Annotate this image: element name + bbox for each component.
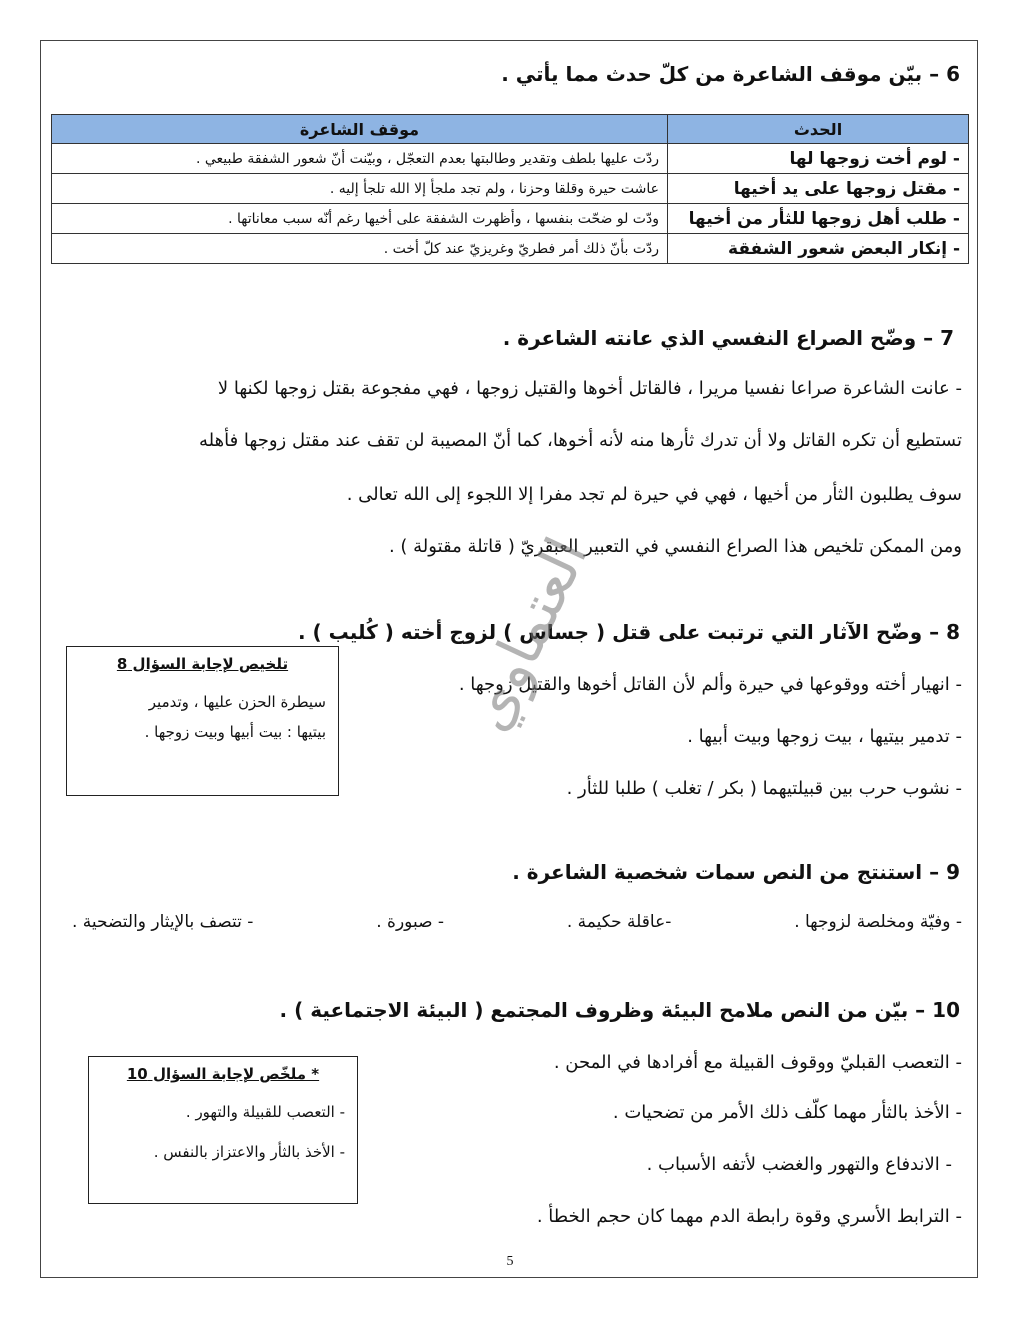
- table-row: [52, 144, 969, 174]
- q8-summary-line: بيتيها : بيت أبيها وبيت زوجها .: [144, 723, 326, 741]
- q10-line: - الترابط الأسري وقوة رابطة الدم مهما كان حجم الخطأ .: [536, 1206, 962, 1227]
- events-table: [51, 114, 969, 264]
- q7-line: - عانت الشاعرة صراعا نفسيا مريرا ، فالقاتل أخوها والقتيل زوجها ، فهي مفجوعة بقتل زوجها لكنها لا: [217, 378, 962, 399]
- table-row: [52, 234, 969, 264]
- header-stance: موقف الشاعرة: [52, 115, 668, 144]
- q9-traits: [72, 912, 962, 932]
- q8-heading: 8 – وضّح الآثار التي ترتبت على قتل ( جساس ) لزوج أخته ( كُليب ) .: [297, 620, 960, 644]
- trait-item: - صبورة .: [376, 912, 445, 932]
- trait-item: - وفيّة ومخلصة لزوجها .: [794, 912, 962, 932]
- stance-cell: عاشت حيرة وقلقا وحزنا ، ولم تجد ملجأ إلا الله تلجأ إليه .: [52, 174, 668, 204]
- q7-line: ومن الممكن تلخيص هذا الصراع النفسي في التعبير العبقريّ ( قاتلة مقتولة ) .: [388, 536, 962, 557]
- q8-summary-box: [66, 646, 339, 796]
- q10-line: - الأخذ بالثأر مهما كلّف ذلك الأمر من تضحيات .: [612, 1102, 962, 1123]
- q10-line: - الاندفاع والتهور والغضب لأتفه الأسباب .: [646, 1154, 952, 1175]
- q10-summary-title: * ملخّص لإجابة السؤال 10: [126, 1065, 320, 1083]
- table-row: [52, 174, 969, 204]
- event-cell: - إنكار البعض شعور الشفقة: [668, 234, 969, 264]
- q8-summary-title: تلخيص لإجابة السؤال 8: [116, 655, 289, 673]
- q7-line: سوف يطلبون الثأر من أخيها ، فهي في حيرة لم تجد مفرا إلا اللجوء إلى الله تعالى .: [346, 484, 962, 505]
- header-event: الحدث: [668, 115, 969, 144]
- stance-cell: ودّت لو ضحّت بنفسها ، وأظهرت الشفقة على أخيها رغم أنّه سبب معاناتها .: [52, 204, 668, 234]
- q6-heading: 6 – بيّن موقف الشاعرة من كلّ حدث مما يأتي .: [501, 62, 960, 86]
- table-row: [52, 204, 969, 234]
- event-cell: - لوم أخت زوجها لها: [668, 144, 969, 174]
- event-cell: - طلب أهل زوجها للثأر من أخيها: [668, 204, 969, 234]
- page-number: 5: [506, 1254, 514, 1269]
- q8-summary-line: سيطرة الحزن عليها ، وتدمير: [148, 693, 326, 711]
- q10-summary-line: - الأخذ بالثأر والاعتزاز بالنفس .: [153, 1143, 345, 1161]
- stance-cell: ردّت عليها بلطف وتقدير وطالبتها بعدم التعجّل ، وبيّنت أنّ شعور الشفقة طبيعي .: [52, 144, 668, 174]
- watermark: العتماوي: [453, 527, 601, 741]
- trait-item: -عاقلة حكيمة .: [566, 912, 672, 932]
- table-header-row: [52, 115, 969, 144]
- q8-line: - تدمير بيتيها ، بيت زوجها وبيت أبيها .: [687, 726, 962, 747]
- q10-summary-box: [88, 1056, 358, 1204]
- trait-item: - تتصف بالإيثار والتضحية .: [72, 912, 254, 932]
- event-cell: - مقتل زوجها على يد أخيها: [668, 174, 969, 204]
- q10-line: - التعصب القبليّ ووقوف القبيلة مع أفرادها في المحن .: [553, 1052, 962, 1073]
- q8-line: - انهيار أخته ووقوعها في حيرة وألم لأن القاتل أخوها والقتيل زوجها .: [458, 674, 962, 695]
- q7-line: تستطيع أن تكره القاتل ولا أن تدرك ثأرها منه لأنه أخوها، كما أنّ المصيبة لن تقف عند مقتل زوجها فأهله: [199, 430, 962, 451]
- q9-heading: 9 – استنتج من النص سمات شخصية الشاعرة .: [512, 860, 960, 884]
- q8-line: - نشوب حرب بين قبيلتيهما ( بكر / تغلب ) طلبا للثأر .: [566, 778, 962, 799]
- q10-heading: 10 – بيّن من النص ملامح البيئة وظروف المجتمع ( البيئة الاجتماعية ) .: [279, 998, 960, 1022]
- stance-cell: ردّت بأنّ ذلك أمر فطريّ وغريزيّ عند كلّ أخت .: [52, 234, 668, 264]
- q7-heading: 7 – وضّح الصراع النفسي الذي عانته الشاعرة .: [502, 326, 954, 350]
- q10-summary-line: - التعصب للقبيلة والتهور .: [185, 1103, 345, 1121]
